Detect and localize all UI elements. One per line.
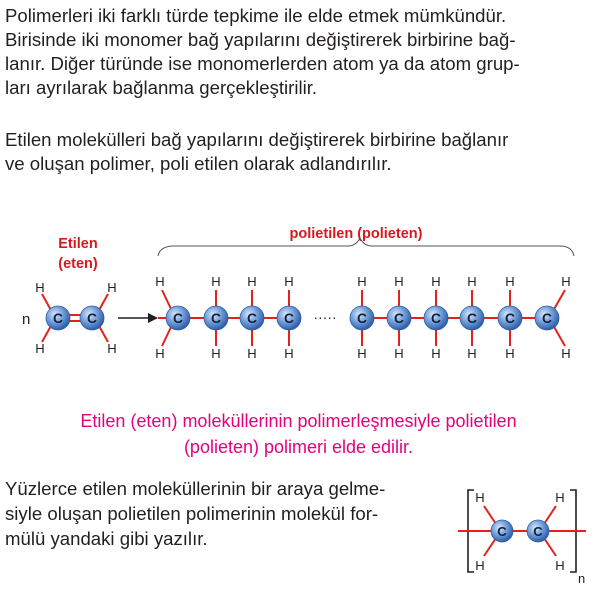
chain-break: ····· — [313, 309, 337, 325]
formula-paragraph — [5, 476, 445, 551]
hydrogen-label: H — [475, 558, 485, 573]
hydrogen-label: H — [155, 346, 165, 361]
hydrogen-label: H — [394, 346, 404, 361]
bond-line — [553, 290, 565, 311]
carbon-label: C — [467, 311, 477, 327]
carbon-label: C — [247, 311, 257, 327]
intro-paragraph — [5, 4, 595, 100]
carbon-label: C — [53, 311, 63, 327]
hydrogen-label: H — [555, 558, 565, 573]
hydrogen-label: H — [505, 274, 515, 289]
hydrogen-label: H — [561, 346, 571, 361]
hydrogen-label: H — [555, 490, 565, 505]
hydrogen-label: H — [35, 280, 45, 295]
hydrogen-label: H — [467, 274, 477, 289]
product-label: polietilen (polieten) — [289, 226, 423, 242]
hydrogen-label: H — [431, 346, 441, 361]
carbon-label: C — [533, 524, 543, 539]
hydrogen-label: H — [561, 274, 571, 289]
hydrogen-label: H — [505, 346, 515, 361]
hydrogen-label: H — [247, 346, 257, 361]
bond-line — [544, 538, 556, 556]
carbon-label: C — [357, 311, 367, 327]
text-line: Polimerleri iki farklı türde tepkime ile elde etmek mümkündür. — [5, 5, 507, 26]
polymerization-diagram — [0, 212, 597, 372]
ethylene-molecule — [35, 280, 116, 356]
text-line: mülü yandaki gibi yazılır. — [5, 528, 208, 549]
bond-line — [162, 290, 172, 311]
polyethylene-formula — [452, 480, 597, 601]
hydrogen-label: H — [107, 341, 117, 356]
hydrogen-label: H — [211, 274, 221, 289]
hydrogen-label: H — [155, 274, 165, 289]
ethylene-paragraph — [5, 128, 595, 176]
carbon-label: C — [284, 311, 294, 327]
hydrogen-label: H — [431, 274, 441, 289]
text-line: Yüzlerce etilen moleküllerinin bir araya gelme- — [5, 478, 386, 499]
bond-line — [484, 506, 496, 524]
carbon-label: C — [173, 311, 183, 327]
carbon-label: C — [87, 311, 97, 327]
carbon-label: C — [497, 524, 507, 539]
caption-line: Etilen (eten) moleküllerinin polimerleşmesiyle polietilen — [80, 411, 517, 431]
text-line: lanır. Diğer türünde ise monomerlerden atom ya da atom grup- — [5, 53, 520, 74]
carbon-label: C — [431, 311, 441, 327]
hydrogen-label: H — [394, 274, 404, 289]
carbon-label: C — [505, 311, 515, 327]
bond-line — [544, 506, 556, 524]
reactant-label-etilen: Etilen — [58, 236, 98, 252]
reactant-label-eten: (eten) — [58, 256, 98, 272]
hydrogen-label: H — [357, 346, 367, 361]
subscript-n: n — [578, 571, 586, 586]
text-line: siyle oluşan polietilen polimerinin molekül for- — [5, 503, 379, 524]
hydrogen-label: H — [467, 346, 477, 361]
text-line: Etilen molekülleri bağ yapılarını değiştirerek birbirine bağlanır — [5, 129, 509, 150]
hydrogen-label: H — [247, 274, 257, 289]
hydrogen-label: H — [475, 490, 485, 505]
text-line: ve oluşan polimer, poli etilen olarak adlandırılır. — [5, 153, 392, 174]
coefficient-n: n — [22, 311, 31, 328]
carbon-label: C — [394, 311, 404, 327]
carbon-label: C — [211, 311, 221, 327]
diagram-caption — [0, 408, 597, 460]
text-line: ları ayrılarak bağlanma gerçekleştirilir. — [5, 77, 318, 98]
bond-line — [553, 325, 565, 346]
bond-line — [484, 538, 496, 556]
reaction-arrow — [118, 313, 158, 323]
hydrogen-label: H — [35, 341, 45, 356]
polyethylene-chain — [155, 274, 570, 361]
bond-line — [162, 325, 172, 346]
hydrogen-label: H — [284, 274, 294, 289]
hydrogen-label: H — [357, 274, 367, 289]
caption-line: (polieten) polimeri elde edilir. — [183, 437, 414, 457]
text-line: Birisinde iki monomer bağ yapılarını değiştirerek birbirine bağ- — [5, 29, 516, 50]
hydrogen-label: H — [107, 280, 117, 295]
hydrogen-label: H — [284, 346, 294, 361]
hydrogen-label: H — [211, 346, 221, 361]
carbon-label: C — [542, 311, 552, 327]
